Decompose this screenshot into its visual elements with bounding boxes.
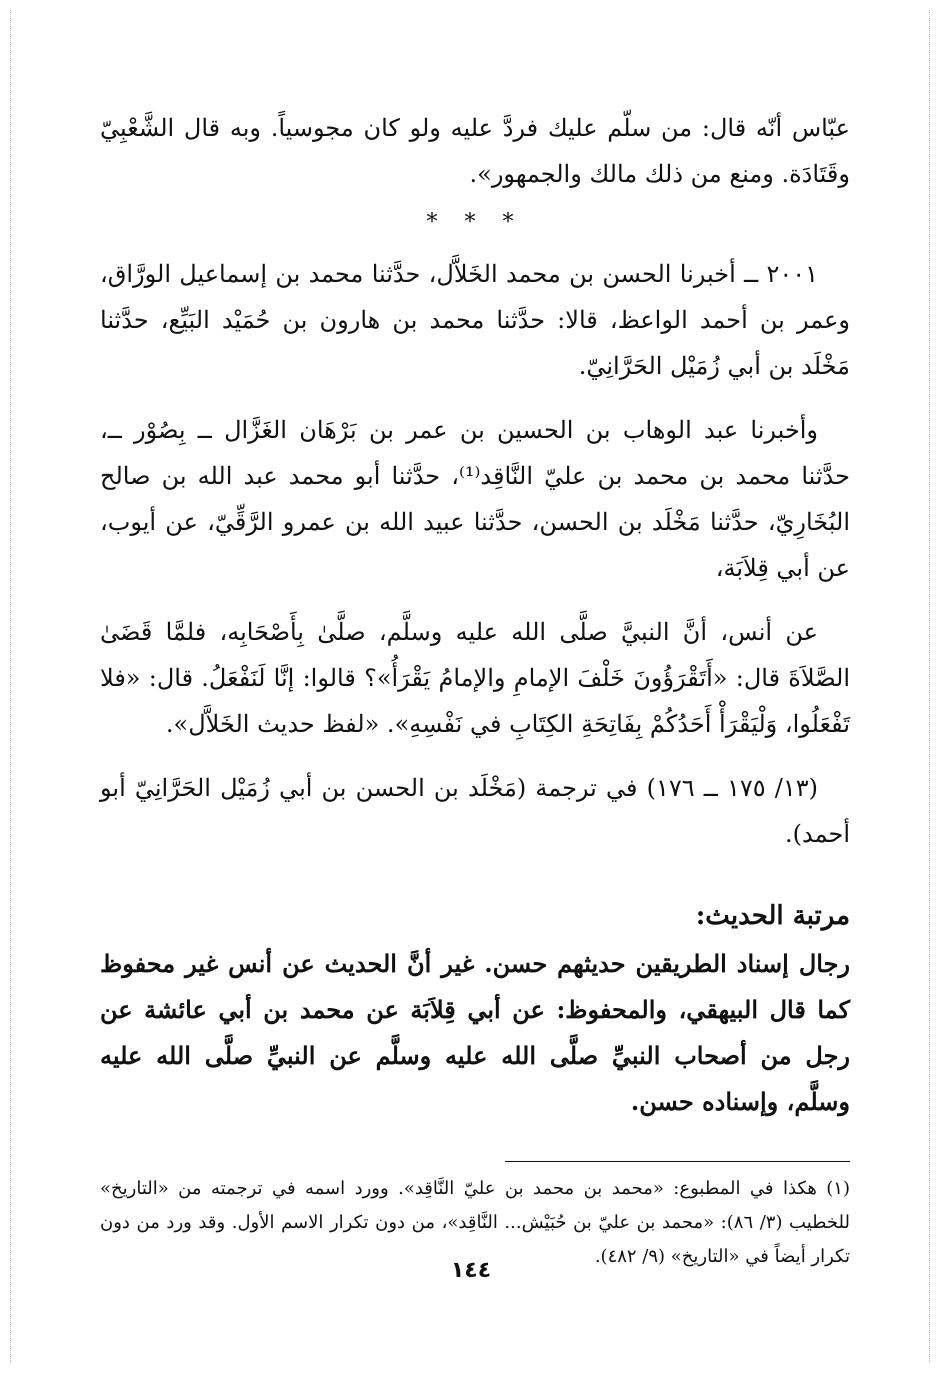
footnote-rule — [505, 1161, 850, 1162]
section-separator: * * * — [426, 210, 524, 235]
footnote-1: (١) هكذا في المطبوع: «محمد بن محمد بن عليّ النَّاقِد». وورد اسمه في ترجمته من «التاريخ» للخطيب (٣/ ٨٦): «محمد بن عليّ بن حُبَيْش... النَّاقِد»، من دون تكرار الاسم الأول. وقد ورد من دون تكرار أيضاً في «التاريخ» (٩/ ٤٨٢). — [100, 1178, 850, 1267]
page-number: ١٤٤ — [450, 1258, 492, 1283]
hadith-matn: عن أنس، أنَّ النبيَّ صلَّى الله عليه وسلَّم، صلَّىٰ بِأَصْحَابِه، فلمَّا قَضَىٰ الصَّلاَةَ قال: «أَتَقْرَؤُونَ خَلْفَ الإمامِ والإمامُ يَقْرَأُ»؟ قالوا: إنَّا لَنَفْعَلُ. قال: «فلا تَفْعَلُوا، وَلْيَقْرَأْ أَحَدُكُمْ بِفَاتِحَةِ الكِتَابِ في نَفْسِهِ». «لفظ حديث الخَلاَّل». — [100, 618, 850, 738]
paragraph-1: عبّاس أنّه قال: من سلّم عليك فردَّ عليه ولو كان مجوسياً. وبه قال الشَّعْبِيّ وقَتَادَة. ومنع من ذلك مالك والجمهور». — [100, 114, 850, 188]
second-isnad: وأخبرنا عبد الوهاب بن الحسين بن عمر بن بَرْهَان الغَزَّال ــ بِصُوْر ــ، حدَّثنا محمد بن محمد بن عليّ النَّاقِد⁽¹⁾، حدَّثنا أبو محمد عبد الله بن صالح البُخَارِيّ، حدَّثنا مَخْلَد بن الحسن، حدَّثنا عبيد الله بن عمرو الرَّقِّيّ، عن أيوب، عن أبي قِلاَبَة، — [100, 416, 850, 582]
page-body — [100, 105, 850, 1274]
hadith-2001-isnad: ٢٠٠١ ــ أخبرنا الحسن بن محمد الخَلاَّل، حدَّثنا محمد بن إسماعيل الورَّاق، وعمر بن أحمد الواعظ، قالا: حدَّثنا محمد بن هارون بن حُمَيْد البَيِّع، حدَّثنا مَخْلَد بن أبي زُمَيْل الحَرَّانِيّ. — [100, 260, 850, 380]
grading-paragraph: رجال إسناد الطريقين حديثهم حسن. غير أنَّ الحديث عن أنس غير محفوظ كما قال البيهقي، والمحفوظ: عن أبي قِلاَبَة عن محمد بن أبي عائشة عن رجل من أصحاب النبيِّ صلَّى الله عليه وسلَّم عن النبيِّ صلَّى الله عليه وسلَّم، وإسناده حسن. — [100, 949, 851, 1116]
section-heading: مرتبة الحديث: — [695, 901, 850, 931]
source-reference: (١٣/ ١٧٥ ــ ١٧٦) في ترجمة (مَخْلَد بن الحسن بن أبي زُمَيْل الحَرَّانِيّ أبو أحمد). — [100, 774, 850, 848]
